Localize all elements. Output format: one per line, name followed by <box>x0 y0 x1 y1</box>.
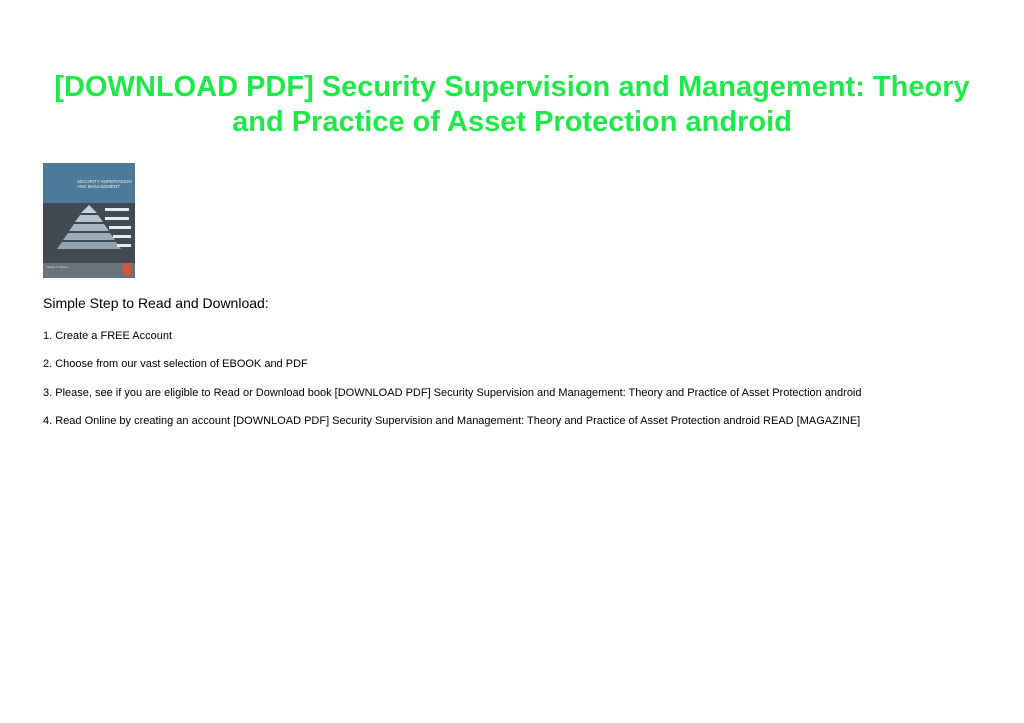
cover-title-line-1: SECURITY SUPERVISION <box>77 179 132 184</box>
page-title: [DOWNLOAD PDF] Security Supervision and Management: Theory and Practice of Asset Protection android <box>54 71 970 138</box>
publisher-logo-icon <box>123 263 131 275</box>
pyramid-tier-2 <box>75 215 103 222</box>
step-item: 1. Create a FREE Account <box>43 330 173 342</box>
cover-title-line-2: AND MANAGEMENT <box>77 184 121 189</box>
step-item: 2. Choose from our vast selection of EBOOK and PDF <box>43 358 308 370</box>
pyramid-tier-3 <box>69 224 109 231</box>
steps-heading: Simple Step to Read and Download: <box>43 295 269 311</box>
cover-divider <box>43 277 135 278</box>
pyramid-tier-1 <box>81 205 97 213</box>
cover-author-text: Sandi J. Davies <box>47 265 68 269</box>
pyramid-tier-4 <box>63 233 115 240</box>
book-cover-image[interactable] <box>43 163 135 278</box>
step-item: 4. Read Online by creating an account [DOWNLOAD PDF] Security Supervision and Management: Theory and Practice of Asset Protection android READ [MAGAZINE] <box>43 415 861 427</box>
pyramid-label-1 <box>105 208 129 211</box>
pyramid-label-5 <box>117 244 131 247</box>
cover-pyramid-graphic <box>43 163 135 278</box>
pyramid-label-4 <box>113 235 131 238</box>
step-item: 3. Please, see if you are eligible to Read or Download book [DOWNLOAD PDF] Security Supervision and Management: Theory and Practice of Asset Protection android <box>43 387 862 399</box>
pyramid-label-2 <box>105 217 129 220</box>
pyramid-tier-5 <box>57 242 121 249</box>
pyramid-label-3 <box>109 226 131 229</box>
